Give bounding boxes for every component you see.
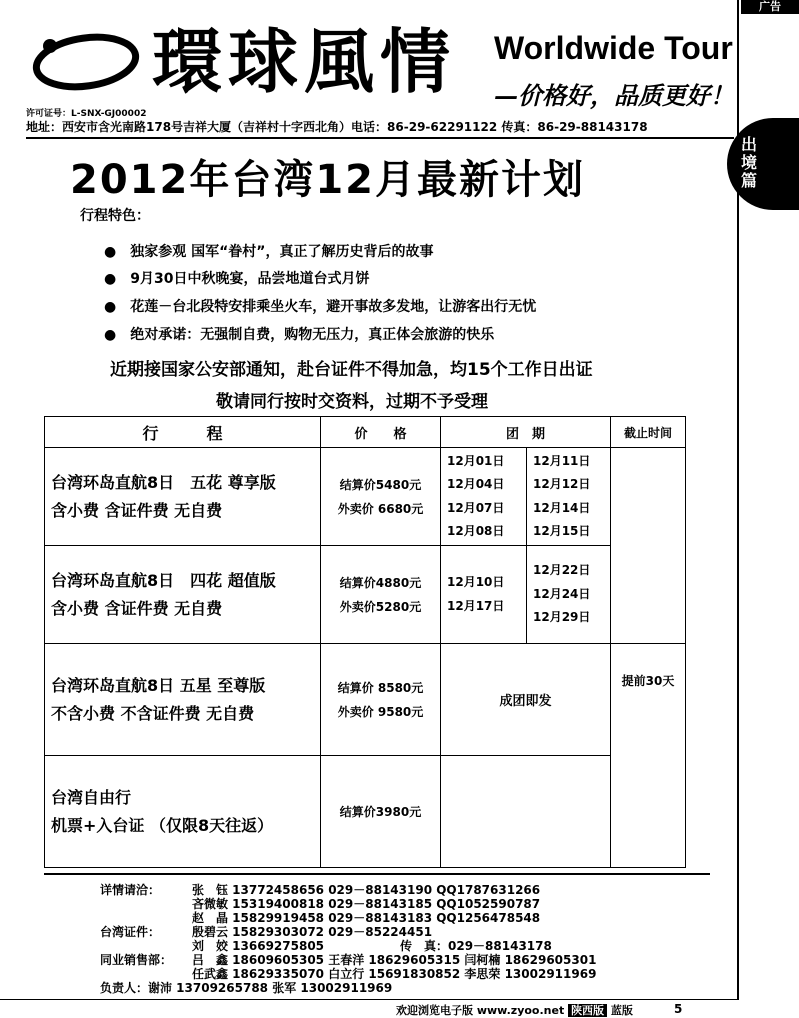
footer (396, 1002, 633, 1018)
address-line: 地址：西安市含光南路178号吉祥大厦（吉祥村十字西北角）电话：86-29-62291122 传真：86-29-88143178 (26, 120, 648, 134)
page-number: 5 (674, 1002, 683, 1016)
section-tab-label: 出境篇 (741, 135, 758, 190)
route-name: 台湾环岛直航8日 五星 至尊版 (51, 675, 266, 695)
contact-line: 任武鑫 18629335070 白立行 15691830852 李思荣 13002911969 (192, 967, 597, 981)
dates-note: 成团即发 (441, 644, 611, 756)
route-cell (45, 756, 321, 868)
ad-tag: 广告 (741, 0, 799, 14)
route-includes: 不含小费 不含证件费 无自费 (51, 703, 255, 723)
route-cell (45, 644, 321, 756)
feature-item: ● 9月30日中秋晚宴，品尝地道台式月饼 (104, 268, 369, 288)
settle-price: 结算价4880元 (339, 575, 422, 590)
features-label: 行程特色： (80, 208, 150, 224)
footer-site: 欢迎浏览电子版 www.zyoo.net (396, 1004, 565, 1017)
route-name: 台湾环岛直航8日 四花 超值版 (51, 570, 276, 590)
route-cell (45, 546, 321, 644)
retail-price: 外卖价 6680元 (337, 501, 424, 516)
settle-price: 结算价 8580元 (337, 680, 424, 695)
date: 12月07日 (447, 500, 505, 515)
date: 12月24日 (533, 586, 591, 601)
brand-english: Worldwide Tour (494, 30, 733, 66)
route-includes: 含小费 含证件费 无自费 (51, 598, 223, 618)
header-price: 价 格 (321, 417, 441, 448)
date: 12月12日 (533, 477, 591, 491)
date: 12月11日 (533, 453, 591, 468)
feature-item: ● 绝对承诺：无强制自费，购物无压力，真正体会旅游的快乐 (104, 324, 494, 344)
feature-item: ● 花莲－台北段特安排乘坐火车，避开事故多发地，让游客出行无忧 (104, 296, 536, 316)
date: 12月10日 (447, 575, 505, 589)
price-cell (321, 644, 441, 756)
date: 12月04日 (447, 477, 505, 491)
retail-price: 外卖价5280元 (339, 599, 422, 614)
date: 12月08日 (447, 524, 505, 538)
dates-cell (527, 546, 611, 644)
dates-cell (441, 448, 527, 546)
header-dates: 团 期 (441, 417, 611, 448)
contact-line: 刘 姣 13669275805 (192, 939, 325, 953)
details-label: 详情请洽： (100, 883, 161, 897)
route-name: 台湾自由行 (51, 787, 132, 807)
sales-label: 同业销售部： (100, 953, 173, 967)
footer-divider (0, 999, 738, 1000)
contact-line: 殷碧云 15829303072 029－85224451 (192, 925, 433, 939)
retail-price: 外卖价 9580元 (337, 704, 424, 719)
contact-line: 吝微敏 15319400818 029－88143185 QQ1052590787 (192, 897, 541, 911)
license-number: 许可证号：L-SNX-GJ00002 (26, 109, 147, 119)
dates-cell (441, 546, 527, 644)
cert-label: 台湾证件： (100, 925, 161, 939)
contact-line: 赵 晶 15829919458 029－88143183 QQ1256478548 (192, 911, 541, 925)
notice-line: 敬请同行按时交资料，过期不予受理 (216, 392, 488, 412)
footer-edition: 陕西版 (568, 1004, 607, 1017)
globe-logo-icon (30, 32, 142, 92)
page-title: 2012年台湾12月最新计划 (70, 157, 585, 203)
price-cell (321, 756, 441, 868)
date: 12月22日 (533, 563, 591, 578)
footer-version: 蓝版 (610, 1004, 633, 1017)
date: 12月15日 (533, 524, 591, 538)
dates-empty (441, 756, 611, 868)
date: 12月17日 (447, 598, 505, 613)
contact-line: 吕 鑫 18609605305 王春洋 18629605315 闫柯楠 18629605301 (192, 953, 597, 967)
date: 12月01日 (447, 453, 505, 468)
brand-chinese: 環球風情 (152, 21, 456, 103)
header-divider (26, 137, 734, 139)
feature-item: ● 独家参观 国军“眷村”，真正了解历史背后的故事 (104, 241, 434, 261)
settle-price: 结算价5480元 (339, 477, 422, 492)
fax-line: 传 真：029－88143178 (400, 939, 552, 953)
contacts-divider (44, 873, 710, 875)
schedule-table (44, 416, 686, 868)
header-deadline: 截止时间 (611, 417, 686, 448)
manager-line: 负责人：谢沛 13709265788 张军 13002911969 (100, 981, 393, 995)
price-cell (321, 448, 441, 546)
contact-line: 张 钰 13772458656 029－88143190 QQ1787631266 (192, 883, 541, 897)
date: 12月14日 (533, 500, 591, 515)
header-route: 行 程 (45, 417, 321, 448)
slogan: —价格好，品质更好！ (494, 81, 734, 110)
price-cell (321, 546, 441, 644)
route-includes: 机票+入台证 （仅限8天往返） (51, 815, 274, 835)
route-name: 台湾环岛直航8日 五花 尊享版 (51, 472, 276, 492)
settle-price: 结算价3980元 (339, 804, 422, 819)
route-includes: 含小费 含证件费 无自费 (51, 500, 223, 520)
date: 12月29日 (533, 610, 591, 625)
deadline-value: 提前30天 (611, 644, 686, 868)
notice-line: 近期接国家公安部通知，赴台证件不得加急，均15个工作日出证 (110, 360, 593, 380)
route-cell (45, 448, 321, 546)
dates-cell (527, 448, 611, 546)
deadline-cell (611, 448, 686, 644)
